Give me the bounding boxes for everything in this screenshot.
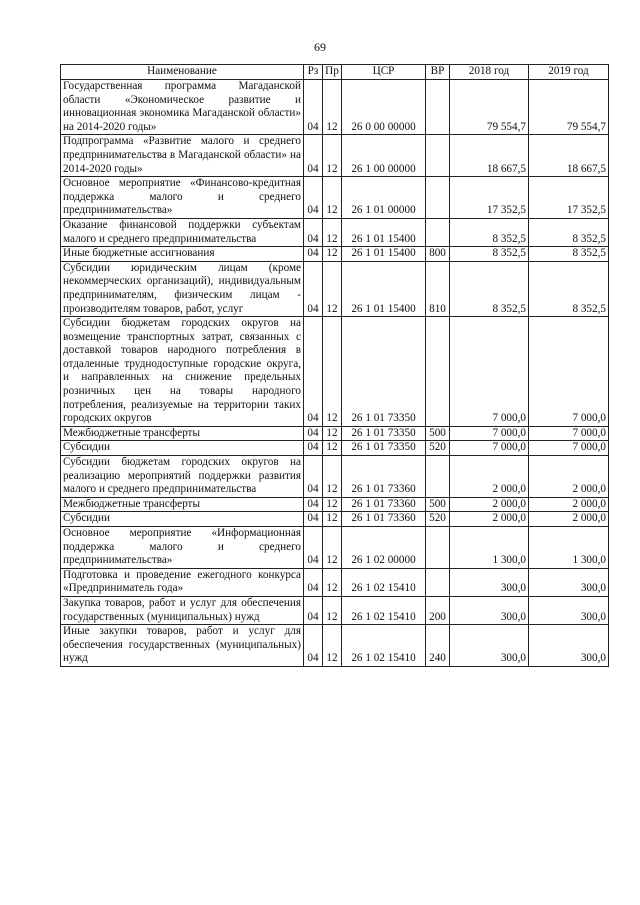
cell-csr: 26 1 01 73360 <box>342 512 426 527</box>
cell-csr: 26 1 01 73360 <box>342 497 426 512</box>
table-row <box>61 527 609 569</box>
cell-2019: 8 352,5 <box>529 218 609 246</box>
cell-vr <box>426 218 450 246</box>
cell-name: Субсидии бюджетам городских округов на возмещение транспортных затрат, связанных с доставкой товаров народного потребления в отдаленные труднодоступные городские округа, и направленных на снижение предельных розничных цен на товары народного потребления, реализуемые на территории таких городских округов <box>61 317 304 427</box>
cell-pr: 12 <box>323 527 342 569</box>
cell-rz: 04 <box>304 625 323 667</box>
cell-pr: 12 <box>323 568 342 596</box>
cell-rz: 04 <box>304 456 323 498</box>
cell-name: Иные закупки товаров, работ и услуг для обеспечения государственных (муниципальных) нужд <box>61 625 304 667</box>
cell-2019: 8 352,5 <box>529 247 609 262</box>
cell-name: Государственная программа Магаданской области «Экономическое развитие и инновационная экономика Магаданской области» на 2014-2020 годы» <box>61 80 304 135</box>
cell-2018: 1 300,0 <box>450 527 529 569</box>
cell-vr <box>426 317 450 427</box>
cell-2019: 300,0 <box>529 625 609 667</box>
cell-rz: 04 <box>304 218 323 246</box>
cell-pr: 12 <box>323 247 342 262</box>
cell-name: Подпрограмма «Развитие малого и среднего предпринимательства в Магаданской области» на 2014-2020 годы» <box>61 135 304 177</box>
table-row <box>61 497 609 512</box>
cell-vr: 240 <box>426 625 450 667</box>
col-header-csr: ЦСР <box>342 65 426 80</box>
col-header-2018: 2018 год <box>450 65 529 80</box>
cell-2018: 2 000,0 <box>450 497 529 512</box>
col-header-vr: ВР <box>426 65 450 80</box>
cell-csr: 26 1 02 15410 <box>342 568 426 596</box>
cell-rz: 04 <box>304 426 323 441</box>
cell-2018: 7 000,0 <box>450 441 529 456</box>
cell-vr <box>426 177 450 219</box>
cell-rz: 04 <box>304 441 323 456</box>
cell-rz: 04 <box>304 512 323 527</box>
cell-pr: 12 <box>323 218 342 246</box>
cell-2019: 8 352,5 <box>529 261 609 316</box>
table-row <box>61 441 609 456</box>
cell-name: Межбюджетные трансферты <box>61 497 304 512</box>
cell-csr: 26 1 02 15410 <box>342 625 426 667</box>
cell-csr: 26 1 02 15410 <box>342 596 426 624</box>
cell-vr: 810 <box>426 261 450 316</box>
cell-pr: 12 <box>323 625 342 667</box>
cell-2019: 300,0 <box>529 596 609 624</box>
cell-name: Межбюджетные трансферты <box>61 426 304 441</box>
cell-name: Закупка товаров, работ и услуг для обеспечения государственных (муниципальных) нужд <box>61 596 304 624</box>
cell-2018: 18 667,5 <box>450 135 529 177</box>
col-header-name: Наименование <box>61 65 304 80</box>
table-row <box>61 135 609 177</box>
cell-rz: 04 <box>304 527 323 569</box>
cell-2019: 7 000,0 <box>529 441 609 456</box>
cell-rz: 04 <box>304 261 323 316</box>
budget-table <box>60 64 609 667</box>
cell-name: Субсидии бюджетам городских округов на реализацию мероприятий поддержки развития малого и среднего предпринимательства <box>61 456 304 498</box>
cell-csr: 26 1 01 15400 <box>342 218 426 246</box>
cell-name: Иные бюджетные ассигнования <box>61 247 304 262</box>
cell-2018: 2 000,0 <box>450 456 529 498</box>
cell-vr: 500 <box>426 497 450 512</box>
cell-rz: 04 <box>304 596 323 624</box>
cell-rz: 04 <box>304 317 323 427</box>
table-row <box>61 177 609 219</box>
cell-pr: 12 <box>323 426 342 441</box>
cell-2018: 17 352,5 <box>450 177 529 219</box>
cell-2019: 1 300,0 <box>529 527 609 569</box>
cell-name: Основное мероприятие «Финансово-кредитная поддержка малого и среднего предпринимательства» <box>61 177 304 219</box>
cell-vr: 500 <box>426 426 450 441</box>
table-row <box>61 426 609 441</box>
col-header-2019: 2019 год <box>529 65 609 80</box>
header-row <box>61 65 609 80</box>
col-header-rz: Рз <box>304 65 323 80</box>
cell-vr: 800 <box>426 247 450 262</box>
cell-csr: 26 1 00 00000 <box>342 135 426 177</box>
cell-name: Основное мероприятие «Информационная поддержка малого и среднего предпринимательства» <box>61 527 304 569</box>
cell-pr: 12 <box>323 497 342 512</box>
cell-2019: 2 000,0 <box>529 456 609 498</box>
cell-csr: 26 1 02 00000 <box>342 527 426 569</box>
cell-name: Субсидии юридическим лицам (кроме некоммерческих организаций), индивидуальным предпринимателям, физическим лицам - производителям товаров, работ, услуг <box>61 261 304 316</box>
cell-csr: 26 1 01 73350 <box>342 441 426 456</box>
cell-vr: 200 <box>426 596 450 624</box>
cell-2019: 7 000,0 <box>529 317 609 427</box>
cell-csr: 26 1 01 73350 <box>342 426 426 441</box>
cell-pr: 12 <box>323 317 342 427</box>
cell-vr <box>426 527 450 569</box>
cell-pr: 12 <box>323 177 342 219</box>
table-row <box>61 317 609 427</box>
table-row <box>61 261 609 316</box>
cell-2019: 18 667,5 <box>529 135 609 177</box>
cell-rz: 04 <box>304 247 323 262</box>
cell-pr: 12 <box>323 441 342 456</box>
cell-pr: 12 <box>323 596 342 624</box>
cell-rz: 04 <box>304 497 323 512</box>
cell-vr <box>426 568 450 596</box>
table-row <box>61 512 609 527</box>
cell-rz: 04 <box>304 135 323 177</box>
cell-2018: 300,0 <box>450 596 529 624</box>
cell-vr <box>426 456 450 498</box>
cell-pr: 12 <box>323 80 342 135</box>
cell-vr: 520 <box>426 512 450 527</box>
cell-2018: 8 352,5 <box>450 218 529 246</box>
table-row <box>61 218 609 246</box>
cell-vr <box>426 80 450 135</box>
cell-pr: 12 <box>323 261 342 316</box>
cell-csr: 26 1 01 00000 <box>342 177 426 219</box>
cell-name: Субсидии <box>61 441 304 456</box>
cell-2019: 7 000,0 <box>529 426 609 441</box>
cell-2018: 79 554,7 <box>450 80 529 135</box>
cell-rz: 04 <box>304 80 323 135</box>
cell-2019: 300,0 <box>529 568 609 596</box>
cell-csr: 26 1 01 73360 <box>342 456 426 498</box>
cell-2018: 2 000,0 <box>450 512 529 527</box>
table-body <box>61 80 609 667</box>
cell-name: Оказание финансовой поддержки субъектам малого и среднего предпринимательства <box>61 218 304 246</box>
cell-2018: 7 000,0 <box>450 317 529 427</box>
table-row <box>61 596 609 624</box>
cell-pr: 12 <box>323 135 342 177</box>
cell-2019: 79 554,7 <box>529 80 609 135</box>
cell-2019: 17 352,5 <box>529 177 609 219</box>
cell-2018: 300,0 <box>450 568 529 596</box>
cell-vr: 520 <box>426 441 450 456</box>
cell-name: Субсидии <box>61 512 304 527</box>
cell-name: Подготовка и проведение ежегодного конкурса «Предприниматель года» <box>61 568 304 596</box>
col-header-pr: Пр <box>323 65 342 80</box>
cell-rz: 04 <box>304 568 323 596</box>
table-row <box>61 247 609 262</box>
cell-csr: 26 1 01 15400 <box>342 247 426 262</box>
page-number: 69 <box>314 40 326 54</box>
cell-vr <box>426 135 450 177</box>
table-row <box>61 456 609 498</box>
table-row <box>61 625 609 667</box>
table-header <box>61 65 609 80</box>
cell-csr: 26 0 00 00000 <box>342 80 426 135</box>
table-row <box>61 80 609 135</box>
cell-rz: 04 <box>304 177 323 219</box>
cell-2018: 8 352,5 <box>450 261 529 316</box>
table-row <box>61 568 609 596</box>
cell-2018: 7 000,0 <box>450 426 529 441</box>
cell-csr: 26 1 01 73350 <box>342 317 426 427</box>
cell-pr: 12 <box>323 456 342 498</box>
cell-csr: 26 1 01 15400 <box>342 261 426 316</box>
cell-2019: 2 000,0 <box>529 512 609 527</box>
cell-2019: 2 000,0 <box>529 497 609 512</box>
cell-pr: 12 <box>323 512 342 527</box>
cell-2018: 8 352,5 <box>450 247 529 262</box>
cell-2018: 300,0 <box>450 625 529 667</box>
